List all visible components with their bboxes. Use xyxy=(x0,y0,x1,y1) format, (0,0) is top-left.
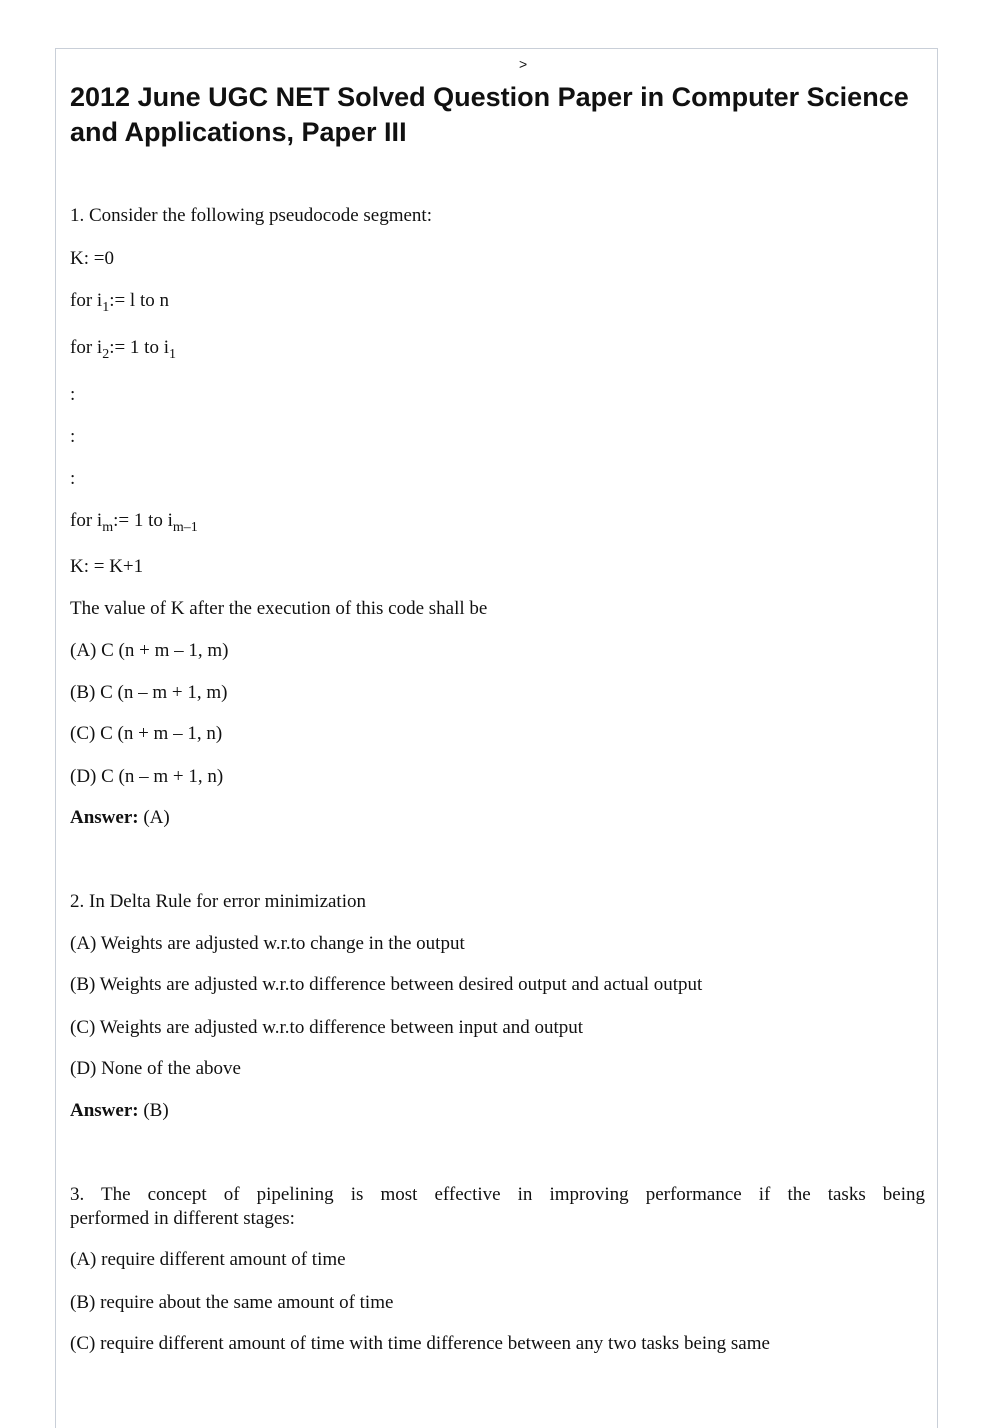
q1-loopm-range: := 1 to i xyxy=(113,510,173,531)
nav-arrow-mark[interactable]: > xyxy=(519,56,528,72)
q1-answer-value: (A) xyxy=(143,807,170,828)
q1-loopm-sub: m xyxy=(102,520,114,535)
q1-code-ellipsis-2: : xyxy=(70,426,76,447)
q1-code-loop2 xyxy=(70,336,176,360)
q1-answer xyxy=(70,806,170,830)
q1-loopm-bound-sub: m–1 xyxy=(172,520,198,535)
q1-loopm-for: for i xyxy=(70,510,103,531)
q1-loop2-bound-sub: 1 xyxy=(169,347,176,362)
q1-loop1-range: := l to n xyxy=(109,290,169,311)
q1-option-a: (A) C (n + m – 1, m) xyxy=(70,640,229,661)
q1-loop1-for: for i xyxy=(70,290,103,311)
q1-option-b: (B) C (n – m + 1, m) xyxy=(70,682,228,703)
q3-option-a: (A) require different amount of time xyxy=(70,1249,346,1270)
q2-answer xyxy=(70,1099,169,1123)
q1-question: The value of K after the execution of this code shall be xyxy=(70,598,488,619)
q2-option-a: (A) Weights are adjusted w.r.to change in the output xyxy=(70,933,465,954)
q3-option-b: (B) require about the same amount of time xyxy=(70,1292,394,1313)
q1-option-d: (D) C (n – m + 1, n) xyxy=(70,766,224,787)
q1-code-loop1 xyxy=(70,289,169,313)
q1-option-c: (C) C (n + m – 1, n) xyxy=(70,723,223,744)
q2-answer-label: Answer: xyxy=(70,1100,139,1121)
q1-code-ellipsis-1: : xyxy=(70,384,76,405)
q3-prompt-line-2: performed in different stages: xyxy=(70,1208,295,1229)
q1-prompt: 1. Consider the following pseudocode segment: xyxy=(70,205,432,226)
q1-loop1-sub: 1 xyxy=(102,300,110,315)
q1-loop2-range: := 1 to i xyxy=(109,337,169,358)
q1-answer-label: Answer: xyxy=(70,807,139,828)
q1-loop2-for: for i xyxy=(70,337,103,358)
q2-option-d: (D) None of the above xyxy=(70,1058,241,1079)
q2-prompt: 2. In Delta Rule for error minimization xyxy=(70,891,366,912)
q2-answer-value: (B) xyxy=(143,1100,169,1121)
q1-code-init: K: =0 xyxy=(70,248,114,269)
q1-code-increment: K: = K+1 xyxy=(70,556,144,577)
q2-option-b: (B) Weights are adjusted w.r.to difference between desired output and actual output xyxy=(70,974,703,995)
q1-loop2-sub: 2 xyxy=(102,347,110,362)
page-title: 2012 June UGC NET Solved Question Paper in Computer Science and Applications, Paper III xyxy=(70,82,909,147)
q1-code-loopm xyxy=(70,509,198,533)
q1-code-ellipsis-3: : xyxy=(70,468,76,489)
q3-option-c: (C) require different amount of time with time difference between any two tasks being same xyxy=(70,1333,770,1354)
q3-prompt-line-1: 3. The concept of pipelining is most effective in improving performance if the tasks being xyxy=(70,1184,925,1205)
q2-option-c: (C) Weights are adjusted w.r.to difference between input and output xyxy=(70,1017,584,1038)
